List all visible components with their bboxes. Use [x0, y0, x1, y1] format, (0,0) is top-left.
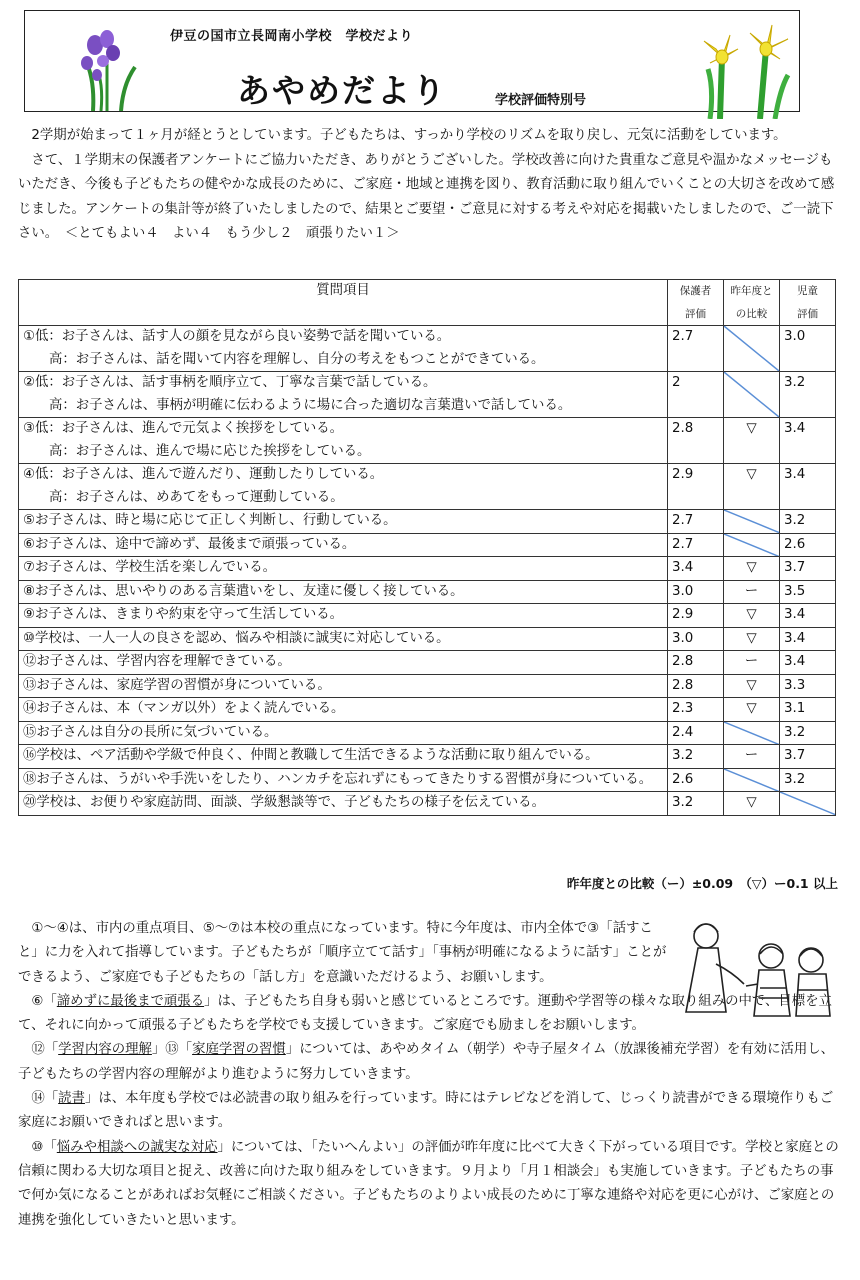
column-header-child: 児童 評価: [780, 280, 836, 326]
comparison-cell: [724, 326, 780, 372]
table-row: [19, 792, 836, 816]
parent-score-cell: 3.0: [668, 627, 724, 651]
parent-score-cell: 3.0: [668, 580, 724, 604]
parent-score-cell: 2.8: [668, 674, 724, 698]
table-row: [19, 721, 836, 745]
child-score-cell: 3.2: [780, 768, 836, 792]
table-row: [19, 698, 836, 722]
table-row: [19, 326, 836, 372]
parent-score-cell: 2: [668, 372, 724, 418]
comparison-cell: ー: [724, 745, 780, 769]
question-cell: ④低：お子さんは、進んで遊んだり、運動したりしている。 高：お子さんは、めあてをもって運動している。: [19, 464, 668, 510]
child-score-cell: 3.4: [780, 651, 836, 675]
comparison-cell: [724, 721, 780, 745]
comparison-cell: [724, 768, 780, 792]
parent-score-cell: 2.8: [668, 651, 724, 675]
child-score-cell: [780, 792, 836, 816]
child-score-cell: 3.7: [780, 557, 836, 581]
parent-score-cell: 2.7: [668, 533, 724, 557]
column-header-question: 質問項目: [19, 280, 668, 326]
parent-score-cell: 2.3: [668, 698, 724, 722]
question-cell: ⑭お子さんは、本（マンガ以外）をよく読んでいる。: [19, 698, 668, 722]
parent-score-cell: 2.4: [668, 721, 724, 745]
child-score-cell: 3.7: [780, 745, 836, 769]
table-row: [19, 557, 836, 581]
child-score-cell: 3.4: [780, 464, 836, 510]
newsletter-title: あやめだより: [237, 71, 447, 110]
parent-score-cell: 3.2: [668, 745, 724, 769]
note-3: ⑫「学習内容の理解」⑬「家庭学習の習慣」については、あやめタイム（朝学）や寺子屋タイム（放課後補充学習）を有効に活用し、子どもたちの学習内容の理解がより進むように努力していきます。: [18, 1042, 835, 1082]
table-row: [19, 418, 836, 464]
special-issue-label: 学校評価特別号: [495, 93, 587, 108]
comparison-cell: [724, 510, 780, 534]
table-row: [19, 464, 836, 510]
question-cell: ⑤お子さんは、時と場に応じて正しく判断し、行動している。: [19, 510, 668, 534]
question-cell: ⑩学校は、一人一人の良さを認め、悩みや相談に誠実に対応している。: [19, 627, 668, 651]
question-cell: ⑯学校は、ペア活動や学級で仲良く、仲間と教職して生活できるような活動に取り組んでいる。: [19, 745, 668, 769]
parent-score-cell: 2.7: [668, 510, 724, 534]
child-score-cell: 3.5: [780, 580, 836, 604]
comparison-cell: ▽: [724, 698, 780, 722]
teacher-children-illustration: [676, 912, 836, 1020]
comparison-cell: ▽: [724, 627, 780, 651]
table-row: [19, 674, 836, 698]
question-cell: ⑧お子さんは、思いやりのある言葉遣いをし、友達に優しく接している。: [19, 580, 668, 604]
table-row: [19, 510, 836, 534]
table-row: [19, 627, 836, 651]
question-cell: ②低：お子さんは、話す事柄を順序立て、丁寧な言葉で話している。 高：お子さんは、事柄が明確に伝わるように場に合った適切な言葉遣いで話している。: [19, 372, 668, 418]
question-cell: ⑱お子さんは、うがいや手洗いをしたり、ハンカチを忘れずにもってきたりする習慣が身についている。: [19, 768, 668, 792]
child-score-cell: 3.2: [780, 510, 836, 534]
table-row: [19, 604, 836, 628]
table-row: [19, 533, 836, 557]
comparison-cell: ▽: [724, 557, 780, 581]
table-row: [19, 651, 836, 675]
question-cell: ⑮お子さんは自分の長所に気づいている。: [19, 721, 668, 745]
comparison-cell: ▽: [724, 418, 780, 464]
note-2: ⑥「諦めずに最後まで頑張る」は、子どもたち自身も弱いと感じているところです。運動や学習等の様々な取り組みの中で、目標を立て、それに向かって頑張る子どもたちを学校でも支援していきます。ご家庭でも励ましをお願いします。: [18, 993, 832, 1034]
child-score-cell: 3.2: [780, 721, 836, 745]
child-score-cell: 2.6: [780, 533, 836, 557]
parent-score-cell: 2.6: [668, 768, 724, 792]
question-cell: ③低：お子さんは、進んで元気よく挨拶をしている。 高：お子さんは、進んで場に応じた挨拶をしている。: [19, 418, 668, 464]
newsletter-header: [24, 10, 800, 112]
note-5: ⑩「悩みや相談への誠実な対応」については、「たいへんよい」の評価が昨年度に比べて大きく下がっている項目です。学校と家庭との信頼に関わる大切な項目と捉え、改善に向けた取り組みをしていきます。９月より「月１相談会」も実施していきます。子どもたちの事で何か気になることがあればお気軽にご相談ください。子どもたちのよりよい成長のために丁寧な連絡や対応を更に心がけ、ご家庭との連携を強化していきたいと思います。: [18, 1139, 839, 1228]
comparison-cell: [724, 372, 780, 418]
child-score-cell: 3.4: [780, 418, 836, 464]
comparison-cell: [724, 533, 780, 557]
child-score-cell: 3.0: [780, 326, 836, 372]
comparison-cell: ー: [724, 580, 780, 604]
comparison-cell: ー: [724, 651, 780, 675]
column-header-compare: 昨年度と の比較: [724, 280, 780, 326]
parent-score-cell: 2.8: [668, 418, 724, 464]
comparison-cell: ▽: [724, 464, 780, 510]
question-cell: ⑦お子さんは、学校生活を楽しんでいる。: [19, 557, 668, 581]
comparison-cell: ▽: [724, 674, 780, 698]
table-header-row: [19, 280, 836, 326]
table-row: [19, 580, 836, 604]
child-score-cell: 3.2: [780, 372, 836, 418]
question-cell: ⑬お子さんは、家庭学習の習慣が身についている。: [19, 674, 668, 698]
parent-score-cell: 2.9: [668, 464, 724, 510]
note-4: ⑭「読書」は、本年度も学校では必読書の取り組みを行っています。時にはテレビなどを消して、じっくり読書ができる環境作りもご家庭にお願いできればと思います。: [18, 1091, 834, 1131]
question-cell: ⑥お子さんは、途中で諦めず、最後まで頑張っている。: [19, 533, 668, 557]
intro-text: [18, 124, 844, 247]
parent-score-cell: 3.4: [668, 557, 724, 581]
parent-score-cell: 2.7: [668, 326, 724, 372]
parent-score-cell: 3.2: [668, 792, 724, 816]
school-name: 伊豆の国市立長岡南小学校 学校だより: [170, 29, 414, 44]
parent-score-cell: 2.9: [668, 604, 724, 628]
child-score-cell: 3.4: [780, 604, 836, 628]
child-score-cell: 3.3: [780, 674, 836, 698]
child-score-cell: 3.1: [780, 698, 836, 722]
table-row: [19, 768, 836, 792]
iris-flower-icon: [73, 29, 143, 111]
comparison-cell: ▽: [724, 604, 780, 628]
note-1: ①～④は、市内の重点項目、⑤～⑦は本校の重点になっています。特に今年度は、市内全体で③「話すこと」に力を入れて指導しています。子どもたちが「順序立てて話す」「事柄が明確になるように話す」ことができるよう、ご家庭でも子どもたちの「話し方」を意識いただけるよう、お願いします。: [18, 921, 667, 985]
yellow-iris-icon: [680, 19, 810, 119]
question-cell: ⑫お子さんは、学習内容を理解できている。: [19, 651, 668, 675]
evaluation-table: [18, 279, 836, 816]
column-header-parent: 保護者 評価: [668, 280, 724, 326]
question-cell: ⑳学校は、お便りや家庭訪問、面談、学級懇談等で、子どもたちの様子を伝えている。: [19, 792, 668, 816]
comparison-cell: ▽: [724, 792, 780, 816]
child-score-cell: 3.4: [780, 627, 836, 651]
intro-paragraph-2: さて、１学期末の保護者アンケートにご協力いただき、ありがとうございした。学校改善に向けた貴重なご意見や温かなメッセージもいただき、今後も子どもたちの健やかな成長のために、ご家庭・地域と連携を図り、教育活動に取り組んでいくことの大切さを改めて感じました。アンケートの集計等が終了いたしましたので、結果とご要望・ご意見に対する考えや対応を掲載いたしましたので、ご一読下さい。 ＜とてもよい４ よい４ もう少し２ 頑張りたい１＞: [18, 152, 835, 241]
intro-paragraph-1: 2学期が始まって１ヶ月が経とうとしています。子どもたちは、すっかり学校のリズムを取り戻し、元気に活動をしています。: [31, 128, 787, 143]
comparison-legend: 昨年度との比較（ー）±0.09 （▽）ー0.1 以上: [566, 876, 838, 891]
table-row: [19, 745, 836, 769]
question-cell: ①低：お子さんは、話す人の顔を見ながら良い姿勢で話を聞いている。 高：お子さんは、話を聞いて内容を理解し、自分の考えをもつことができている。: [19, 326, 668, 372]
question-cell: ⑨お子さんは、きまりや約束を守って生活している。: [19, 604, 668, 628]
table-row: [19, 372, 836, 418]
